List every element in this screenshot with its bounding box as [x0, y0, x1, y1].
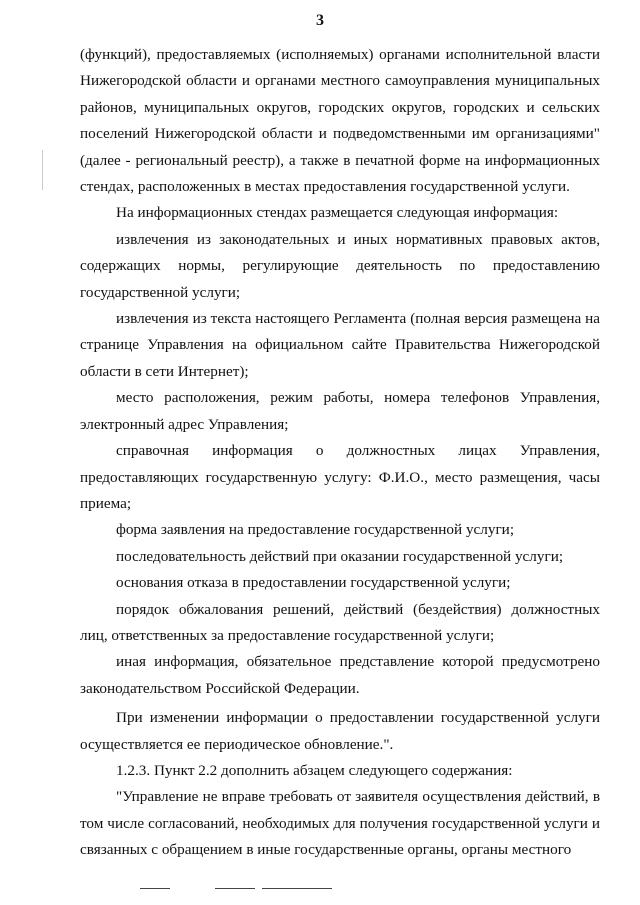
paragraph-list-item: справочная информация о должностных лицах Управления, предоставляющих государственную услугу: Ф.И.О., место размещения, часы приема;	[80, 442, 600, 512]
paragraph-list-item: порядок обжалования решений, действий (бездействия) должностных лиц, ответственных за предоставление государственной услуги;	[80, 600, 600, 644]
paragraph-amendment: 1.2.3. Пункт 2.2 дополнить абзацем следующего содержания:	[116, 761, 513, 779]
document-body	[80, 42, 600, 864]
scan-margin-mark	[42, 150, 43, 190]
paragraph-list-item: форма заявления на предоставление государственной услуги;	[116, 521, 515, 539]
paragraph-list-item: место расположения, режим работы, номера телефонов Управления, электронный адрес Управления;	[80, 389, 600, 433]
scan-mark	[262, 888, 332, 889]
paragraph-list-item: иная информация, обязательное представление которой предусмотрено законодательством Российской Федерации.	[80, 653, 600, 697]
scan-footer-marks	[0, 880, 640, 900]
page-number: 3	[316, 12, 324, 29]
paragraph-list-item: извлечения из текста настоящего Регламента (полная версия размещена на странице Управления на официальном сайте Правительства Нижегородской области в сети Интернет);	[80, 310, 600, 380]
scan-mark	[140, 888, 170, 889]
scan-mark	[215, 888, 255, 889]
paragraph-update: При изменении информации о предоставлении государственной услуги осуществляется ее периодическое обновление.".	[80, 709, 600, 753]
paragraph-stands-intro: На информационных стендах размещается следующая информация:	[116, 204, 559, 222]
paragraph-list-item: извлечения из законодательных и иных нормативных правовых актов, содержащих нормы, регулирующие деятельность по предоставлению государственной услуги;	[80, 230, 600, 301]
paragraph-continuation: (функций), предоставляемых (исполняемых) органами исполнительной власти Нижегородской области и органами местного самоуправления муниципальных районов, муниципальных округов, городских округов, городских и сельских поселений Нижегородской области и подведомственными им организациями" (далее - региональный реестр), а также в печатной форме на информационных стендах, расположенных в местах предоставления государственной услуги.	[80, 46, 600, 196]
paragraph-list-item: последовательность действий при оказании государственной услуги;	[116, 547, 564, 565]
paragraph-quote: "Управление не вправе требовать от заявителя осуществления действий, в том числе согласований, необходимых для получения государственной услуги и связанных с обращением в иные государственные органы, органы местного	[80, 788, 600, 859]
paragraph-list-item: основания отказа в предоставлении государственной услуги;	[116, 574, 511, 592]
